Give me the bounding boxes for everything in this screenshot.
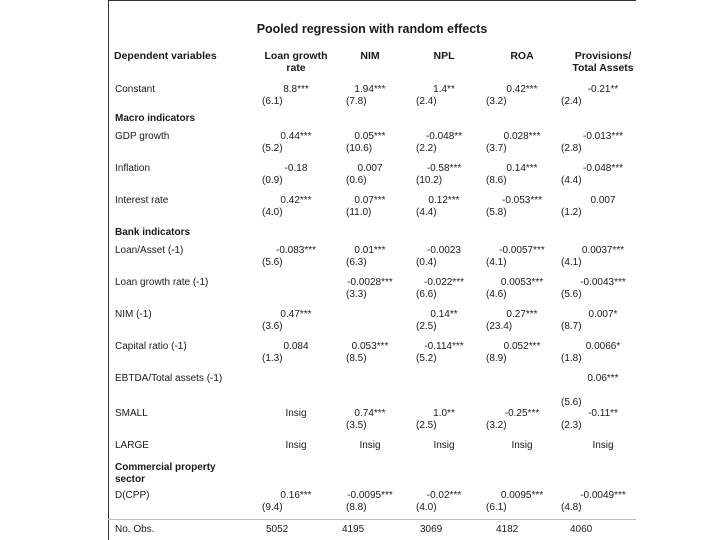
coef-value: 0.16*** bbox=[280, 490, 312, 501]
tstat-value: (3.7) bbox=[486, 143, 507, 154]
tstat-value: (7.8) bbox=[346, 96, 367, 107]
coef-value: 0.053*** bbox=[351, 341, 389, 352]
coef-value: 0.47*** bbox=[280, 309, 312, 320]
coef-value: -0.0049*** bbox=[580, 490, 626, 501]
tstat-value: (4.4) bbox=[561, 175, 582, 186]
tstat-value: (2.5) bbox=[416, 420, 437, 431]
tstat-value: (4.8) bbox=[561, 502, 582, 513]
coef-value: 1.4** bbox=[433, 84, 455, 95]
coef-value: -0.11** bbox=[588, 408, 618, 419]
header-nim: NIM bbox=[360, 50, 380, 62]
tstat-value: (5.8) bbox=[486, 207, 507, 218]
coef-value: 0.74*** bbox=[354, 408, 386, 419]
row-label-line2: sector bbox=[115, 474, 146, 485]
tstat-value: (8.9) bbox=[486, 353, 507, 364]
tstat-value: (1.8) bbox=[561, 353, 582, 364]
coef-value: -0.18 bbox=[284, 163, 308, 174]
coef-value: -0.0095*** bbox=[347, 490, 393, 501]
row-label: GDP growth bbox=[115, 131, 170, 142]
tstat-value: (3.6) bbox=[262, 321, 283, 332]
tstat-value: (11.0) bbox=[346, 207, 372, 218]
coef-value: -0.21** bbox=[587, 84, 619, 95]
coef-value: 0.0037*** bbox=[581, 245, 625, 256]
tstat-value: (4.4) bbox=[416, 207, 437, 218]
row-label: Macro indicators bbox=[115, 113, 196, 124]
tstat-value: (8.6) bbox=[486, 175, 507, 186]
tstat-value: (4.1) bbox=[486, 257, 507, 268]
coef-value: -0.048** bbox=[425, 131, 463, 142]
tstat-value: (8.5) bbox=[346, 353, 367, 364]
tstat-value: (3.2) bbox=[486, 420, 507, 431]
coef-value: -0.0028*** bbox=[347, 277, 393, 288]
coef-value: -0.58*** bbox=[426, 163, 462, 174]
tstat-value: (2.4) bbox=[416, 96, 437, 107]
coef-value: Insig bbox=[511, 440, 533, 451]
tstat-value: (3.2) bbox=[486, 96, 507, 107]
coef-value: Insig bbox=[285, 440, 307, 451]
tstat-value: (5.2) bbox=[262, 143, 283, 154]
tstat-value: (2.4) bbox=[561, 96, 582, 107]
coef-value: 0.01*** bbox=[354, 245, 386, 256]
row-label: Loan growth rate (-1) bbox=[115, 277, 209, 288]
coef-value: 0.06*** bbox=[587, 373, 619, 384]
header-provisions bbox=[558, 50, 648, 74]
row-label: Constant bbox=[115, 84, 156, 95]
coef-value: 0.07*** bbox=[354, 195, 386, 206]
tstat-value: (0.9) bbox=[262, 175, 283, 186]
coef-value: 0.14*** bbox=[506, 163, 538, 174]
tstat-value: (4.6) bbox=[486, 289, 507, 300]
header-loan-growth bbox=[256, 50, 336, 74]
tstat-value: (2.3) bbox=[561, 420, 582, 431]
tstat-value: (1.3) bbox=[262, 353, 283, 364]
tstat-value: (3.5) bbox=[346, 420, 367, 431]
coef-value: -0.0057*** bbox=[499, 245, 545, 256]
coef-value: -0.053*** bbox=[501, 195, 543, 206]
obs-value: 4182 bbox=[496, 524, 519, 535]
tstat-value: (6.1) bbox=[262, 96, 283, 107]
header-provisions-line2: Total Assets bbox=[572, 62, 634, 74]
regression-table bbox=[108, 0, 636, 540]
tstat-value: (2.8) bbox=[561, 143, 582, 154]
coef-value: 0.42*** bbox=[280, 195, 312, 206]
obs-divider bbox=[108, 519, 636, 520]
coef-value: 0.007* bbox=[588, 309, 618, 320]
tstat-value: (5.6) bbox=[561, 397, 582, 408]
coef-value: -0.083*** bbox=[275, 245, 317, 256]
row-label: Inflation bbox=[115, 163, 151, 174]
row-label: Interest rate bbox=[115, 195, 169, 206]
coef-value: 8.8*** bbox=[283, 84, 309, 95]
header-dependent-variables: Dependent variables bbox=[114, 50, 217, 62]
tstat-value: (6.1) bbox=[486, 502, 507, 513]
coef-value: 1.94*** bbox=[354, 84, 386, 95]
header-loan-growth-line1: Loan growth bbox=[264, 50, 328, 62]
row-label: NIM (-1) bbox=[115, 309, 152, 320]
coef-value: -0.114*** bbox=[424, 341, 464, 352]
tstat-value: (5.6) bbox=[262, 257, 283, 268]
coef-value: Insig bbox=[359, 440, 381, 451]
coef-value: -0.022*** bbox=[423, 277, 465, 288]
top-rule bbox=[108, 0, 636, 1]
row-label: EBTDA/Total assets (-1) bbox=[115, 373, 223, 384]
coef-value: 0.084 bbox=[283, 341, 309, 352]
tstat-value: (0.6) bbox=[346, 175, 367, 186]
row-label: D(CPP) bbox=[115, 490, 150, 501]
tstat-value: (4.0) bbox=[262, 207, 283, 218]
coef-value: 0.42*** bbox=[506, 84, 538, 95]
coef-value: 0.27*** bbox=[506, 309, 538, 320]
tstat-value: (5.6) bbox=[561, 289, 582, 300]
coef-value: Insig bbox=[285, 408, 307, 419]
tstat-value: (0.4) bbox=[416, 257, 437, 268]
coef-value: 0.14** bbox=[430, 309, 458, 320]
header-npl: NPL bbox=[433, 50, 455, 62]
tstat-value: (23.4) bbox=[486, 321, 513, 332]
coef-value: 0.0053*** bbox=[500, 277, 544, 288]
coef-value: 0.028*** bbox=[503, 131, 541, 142]
row-label: SMALL bbox=[115, 408, 148, 419]
coef-value: -0.0023 bbox=[427, 245, 461, 256]
tstat-value: (2.5) bbox=[416, 321, 437, 332]
tstat-value: (4.0) bbox=[416, 502, 437, 513]
coef-value: 0.052*** bbox=[503, 341, 541, 352]
coef-value: 1.0** bbox=[433, 408, 455, 419]
tstat-value: (6.6) bbox=[416, 289, 437, 300]
coef-value: -0.0043*** bbox=[580, 277, 626, 288]
row-label: Commercial property bbox=[115, 462, 216, 473]
row-label: LARGE bbox=[115, 440, 149, 451]
tstat-value: (2.2) bbox=[416, 143, 437, 154]
row-label: Loan/Asset (-1) bbox=[115, 245, 184, 256]
row-label: Bank indicators bbox=[115, 227, 191, 238]
coef-value: Insig bbox=[592, 440, 614, 451]
tstat-value: (9.4) bbox=[262, 502, 283, 513]
tstat-value: (4.1) bbox=[561, 257, 582, 268]
coef-value: 0.007 bbox=[590, 195, 616, 206]
left-rule bbox=[108, 0, 109, 540]
obs-value: 3069 bbox=[420, 524, 443, 535]
coef-value: -0.02*** bbox=[426, 490, 462, 501]
coef-value: -0.048*** bbox=[582, 163, 624, 174]
obs-label: No. Obs. bbox=[115, 524, 155, 535]
tstat-value: (1.2) bbox=[561, 207, 582, 218]
coef-value: 0.44*** bbox=[280, 131, 312, 142]
table-title: Pooled regression with random effects bbox=[256, 22, 488, 36]
coef-value: -0.013*** bbox=[582, 131, 624, 142]
tstat-value: (3.3) bbox=[346, 289, 367, 300]
coef-value: 0.12*** bbox=[428, 195, 460, 206]
coef-value: 0.007 bbox=[357, 163, 383, 174]
tstat-value: (6.3) bbox=[346, 257, 367, 268]
tstat-value: (8.8) bbox=[346, 502, 367, 513]
obs-value: 4195 bbox=[342, 524, 365, 535]
obs-value: 4060 bbox=[570, 524, 593, 535]
coef-value: -0.25*** bbox=[504, 408, 540, 419]
tstat-value: (10.2) bbox=[416, 175, 443, 186]
tstat-value: (8.7) bbox=[561, 321, 582, 332]
coef-value: Insig bbox=[433, 440, 455, 451]
tstat-value: (10.6) bbox=[346, 143, 373, 154]
header-provisions-line1: Provisions/ bbox=[574, 50, 632, 62]
tstat-value: (5.2) bbox=[416, 353, 437, 364]
coef-value: 0.0066* bbox=[585, 341, 621, 352]
coef-value: 0.05*** bbox=[354, 131, 386, 142]
coef-value: 0.0095*** bbox=[500, 490, 544, 501]
obs-value: 5052 bbox=[266, 524, 289, 535]
row-label: Capital ratio (-1) bbox=[115, 341, 187, 352]
header-roa: ROA bbox=[510, 50, 534, 62]
header-loan-growth-line2: rate bbox=[286, 62, 306, 74]
